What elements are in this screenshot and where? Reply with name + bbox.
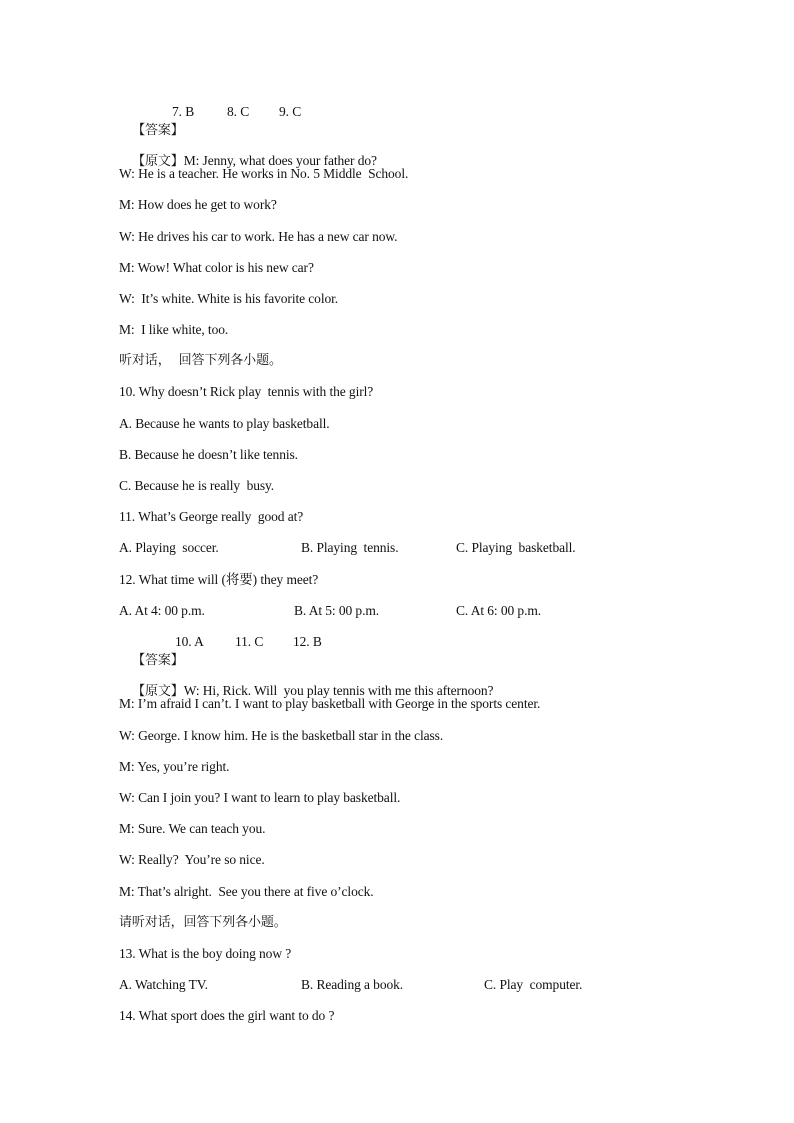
option-10-b: B. Because he doesn’t like tennis. [119,447,298,462]
question-14: 14. What sport does the girl want to do ? [119,1008,335,1023]
transcript-line: W: George. I know him. He is the basketball star in the class. [119,728,444,743]
transcript-line: W: It’s white. White is his favorite color. [119,291,339,306]
transcript-line: M: I’m afraid I can’t. I want to play basketball with George in the sports center. [119,696,541,711]
option-10-c: C. Because he is really busy. [119,478,275,493]
option-11-a: A. Playing soccer. [119,540,219,555]
answer-8: 8. C [227,104,250,119]
answer-label: 【答案】 [132,123,184,138]
transcript-text: W: Hi, Rick. Will you play tennis with me this afternoon? [183,683,494,698]
transcript-line: W: Really? You’re so nice. [119,852,265,867]
transcript-line: M: Wow! What color is his new car? [119,260,314,275]
answer-12: 12. B [293,634,322,649]
transcript-line: W: He is a teacher. He works in No. 5 Middle School. [119,166,409,181]
option-12-a: A. At 4: 00 p.m. [119,603,205,618]
transcript-label: 【原文】 [132,154,184,169]
transcript-text: M: Jenny, what does your father do? [183,153,377,168]
question-13: 13. What is the boy doing now ? [119,946,292,961]
transcript-line: M: How does he get to work? [119,197,277,212]
option-13-b: B. Reading a book. [301,977,404,992]
transcript-line: M: That’s alright. See you there at five o’clock. [119,884,374,899]
answer-11: 11. C [235,634,264,649]
transcript-line: W: Can I join you? I want to learn to play basketball. [119,790,401,805]
transcript-line: W: He drives his car to work. He has a new car now. [119,229,398,244]
question-11: 11. What’s George really good at? [119,509,304,524]
option-12-b: B. At 5: 00 p.m. [294,603,380,618]
transcript-line: M: I like white, too. [119,322,229,337]
question-10: 10. Why doesn’t Rick play tennis with the girl? [119,384,374,399]
question-12: 12. What time will (将要) they meet? [119,572,319,587]
answer-label: 【答案】 [132,653,184,668]
transcript-line: M: Sure. We can teach you. [119,821,266,836]
option-12-c: C. At 6: 00 p.m. [456,603,542,618]
answer-9: 9. C [279,104,302,119]
transcript-label: 【原文】 [132,684,184,699]
option-11-b: B. Playing tennis. [301,540,399,555]
option-13-c: C. Play computer. [484,977,583,992]
section-instruction: 听对话， 回答下列各小题。 [119,353,282,368]
answer-7: 7. B [172,104,195,119]
option-13-a: A. Watching TV. [119,977,208,992]
answer-10: 10. A [175,634,204,649]
section-instruction: 请听对话，回答下列各小题。 [119,915,287,930]
option-10-a: A. Because he wants to play basketball. [119,416,330,431]
transcript-line: M: Yes, you’re right. [119,759,230,774]
option-11-c: C. Playing basketball. [456,540,576,555]
